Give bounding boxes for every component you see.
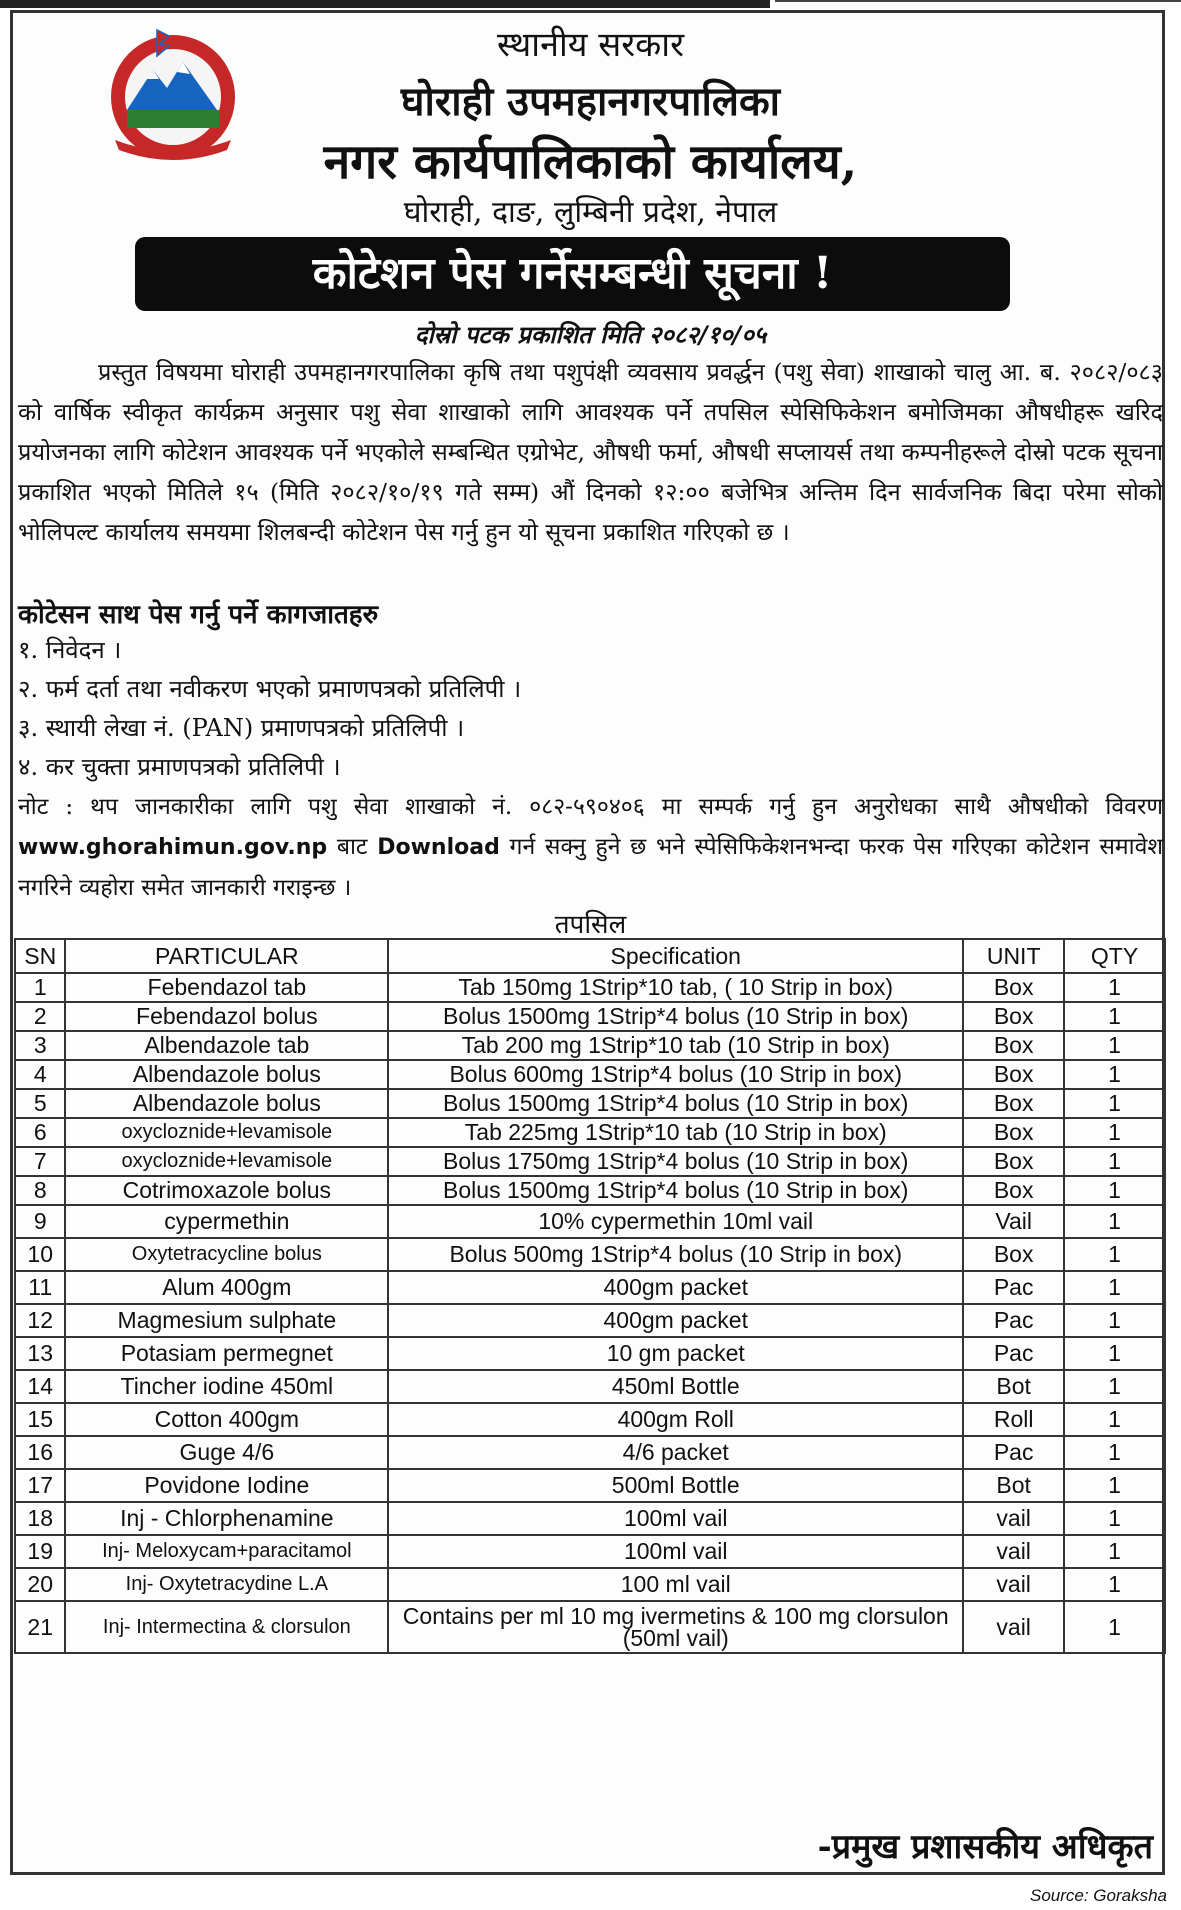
cell-particular: Povidone Iodine	[65, 1469, 388, 1502]
cell-sn: 18	[15, 1502, 65, 1535]
cell-particular: Potasiam permegnet	[65, 1337, 388, 1370]
requirement-item: ३. स्थायी लेखा नं. (PAN) प्रमाणपत्रको प्रतिलिपी ।	[18, 714, 465, 742]
cell-unit: Box	[963, 1176, 1064, 1205]
cell-specification: Tab 150mg 1Strip*10 tab, ( 10 Strip in box)	[388, 973, 963, 1002]
col-header-specification: Specification	[388, 939, 963, 973]
cell-particular: Tincher iodine 450ml	[65, 1370, 388, 1403]
cell-qty: 1	[1064, 1568, 1165, 1601]
top-rule-left	[0, 0, 770, 8]
cell-qty: 1	[1064, 1370, 1165, 1403]
cell-particular: oxycloznide+levamisole	[65, 1147, 388, 1176]
table-row	[15, 1060, 1165, 1089]
cell-specification: Bolus 1500mg 1Strip*4 bolus (10 Strip in box)	[388, 1089, 963, 1118]
items-table	[14, 938, 1166, 1654]
cell-unit: vail	[963, 1502, 1064, 1535]
cell-specification: 100 ml vail	[388, 1568, 963, 1601]
cell-qty: 1	[1064, 1502, 1165, 1535]
cell-unit: Box	[963, 1031, 1064, 1060]
cell-qty: 1	[1064, 1403, 1165, 1436]
table-row	[15, 1147, 1165, 1176]
cell-specification: Bolus 1500mg 1Strip*4 bolus (10 Strip in box)	[388, 1176, 963, 1205]
table-row	[15, 1031, 1165, 1060]
cell-unit: Pac	[963, 1436, 1064, 1469]
table-row	[15, 1568, 1165, 1601]
col-header-sn: SN	[15, 939, 65, 973]
col-header-qty: QTY	[1064, 939, 1165, 973]
cell-particular: Alum 400gm	[65, 1271, 388, 1304]
cell-unit: Bot	[963, 1370, 1064, 1403]
cell-unit: Pac	[963, 1271, 1064, 1304]
cell-sn: 13	[15, 1337, 65, 1370]
table-row	[15, 1238, 1165, 1271]
cell-specification: Bolus 600mg 1Strip*4 bolus (10 Strip in box)	[388, 1060, 963, 1089]
cell-qty: 1	[1064, 1089, 1165, 1118]
cell-sn: 19	[15, 1535, 65, 1568]
cell-particular: Guge 4/6	[65, 1436, 388, 1469]
cell-particular: Albendazole bolus	[65, 1089, 388, 1118]
header-line-2: घोराही उपमहानगरपालिका	[400, 78, 781, 125]
table-row	[15, 1601, 1165, 1653]
cell-unit: vail	[963, 1568, 1064, 1601]
table-row	[15, 1469, 1165, 1502]
cell-particular: oxycloznide+levamisole	[65, 1118, 388, 1147]
cell-unit: Roll	[963, 1403, 1064, 1436]
table-row	[15, 1271, 1165, 1304]
cell-sn: 16	[15, 1436, 65, 1469]
cell-unit: vail	[963, 1601, 1064, 1653]
header-office-title: नगर कार्यपालिकाको कार्यालय,	[323, 134, 858, 190]
cell-specification: 10 gm packet	[388, 1337, 963, 1370]
table-row	[15, 1089, 1165, 1118]
cell-sn: 6	[15, 1118, 65, 1147]
cell-specification: 100ml vail	[388, 1502, 963, 1535]
cell-specification: Bolus 1500mg 1Strip*4 bolus (10 Strip in box)	[388, 1002, 963, 1031]
cell-qty: 1	[1064, 1176, 1165, 1205]
cell-sn: 5	[15, 1089, 65, 1118]
table-row	[15, 1002, 1165, 1031]
table-title: तपसिल	[554, 910, 627, 940]
cell-particular: Febendazol tab	[65, 973, 388, 1002]
cell-sn: 17	[15, 1469, 65, 1502]
cell-sn: 8	[15, 1176, 65, 1205]
cell-particular: Albendazole bolus	[65, 1060, 388, 1089]
header-line-1: स्थानीय सरकार	[497, 25, 684, 65]
table-row	[15, 1502, 1165, 1535]
requirement-item: १. निवेदन ।	[18, 636, 122, 664]
cell-qty: 1	[1064, 1337, 1165, 1370]
cell-sn: 1	[15, 973, 65, 1002]
col-header-unit: UNIT	[963, 939, 1064, 973]
cell-specification: Tab 225mg 1Strip*10 tab (10 Strip in box)	[388, 1118, 963, 1147]
cell-qty: 1	[1064, 1535, 1165, 1568]
cell-qty: 1	[1064, 1238, 1165, 1271]
top-rule-right	[775, 0, 1181, 2]
note-text-1: नोट : थप जानकारीका लागि पशु सेवा शाखाको नं. ०८२-५९०४०६ मा सम्पर्क गर्नु हुन अनुरोधका साथै औषधीको विवरण	[18, 794, 1163, 820]
cell-specification: Bolus 1750mg 1Strip*4 bolus (10 Strip in box)	[388, 1147, 963, 1176]
cell-specification: 500ml Bottle	[388, 1469, 963, 1502]
body-paragraph	[18, 352, 1163, 552]
cell-qty: 1	[1064, 973, 1165, 1002]
cell-sn: 9	[15, 1205, 65, 1238]
cell-unit: Box	[963, 1238, 1064, 1271]
cell-qty: 1	[1064, 1271, 1165, 1304]
table-row	[15, 1176, 1165, 1205]
cell-specification: 400gm packet	[388, 1271, 963, 1304]
table-row	[15, 1118, 1165, 1147]
cell-particular: Febendazol bolus	[65, 1002, 388, 1031]
cell-particular: Inj - Chlorphenamine	[65, 1502, 388, 1535]
cell-particular: Albendazole tab	[65, 1031, 388, 1060]
cell-unit: Pac	[963, 1304, 1064, 1337]
body-paragraph-text: प्रस्तुत विषयमा घोराही उपमहानगरपालिका कृषि तथा पशुपंक्षी व्यवसाय प्रवर्द्धन (पशु सेवा) शाखाको चालु आ. ब. २०८२/०८३ को वार्षिक स्वीकृत कार्यक्रम अनुसार पशु सेवा शाखाको लागि आवश्यक पर्ने तपसिल स्पेसिफिकेशन बमोजिमका औषधीहरू खरिद प्रयोजनका लागि कोटेशन आवश्यक पर्ने भएकोले सम्बन्धित एग्रोभेट, औषधी फर्मा, औषधी सप्लायर्स तथा कम्पनीहरूले दोस्रो पटक सूचना प्रकाशित भएको मितिले १५ (मिति २०८२/१०/१९ गते सम्म) औं दिनको १२:०० बजेभित्र अन्तिम दिन सार्वजनिक बिदा परेमा सोको भोलिपल्ट कार्यालय समयमा शिलबन्दी कोटेशन पेस गर्नु हुन यो सूचना प्रकाशित गरिएको छ ।	[18, 358, 1163, 546]
publication-date: दोस्रो पटक प्रकाशित मिति २०८२/१०/०५	[414, 321, 767, 349]
signature-title: -प्रमुख प्रशासकीय अधिकृत	[817, 1827, 1153, 1867]
cell-unit: Box	[963, 1089, 1064, 1118]
cell-unit: vail	[963, 1535, 1064, 1568]
table-row	[15, 1205, 1165, 1238]
cell-unit: Vail	[963, 1205, 1064, 1238]
cell-sn: 4	[15, 1060, 65, 1089]
source-credit: Source: Goraksha	[1029, 1886, 1167, 1905]
cell-sn: 14	[15, 1370, 65, 1403]
cell-sn: 10	[15, 1238, 65, 1271]
table-row	[15, 1403, 1165, 1436]
cell-unit: Box	[963, 1147, 1064, 1176]
documents-heading: कोटेसन साथ पेस गर्नु पर्ने कागजातहरु	[18, 600, 379, 630]
cell-specification: 10% cypermethin 10ml vail	[388, 1205, 963, 1238]
cell-qty: 1	[1064, 1031, 1165, 1060]
cell-unit: Box	[963, 1002, 1064, 1031]
cell-particular: Inj- Intermectina & clorsulon	[65, 1601, 388, 1653]
cell-sn: 7	[15, 1147, 65, 1176]
cell-particular: cypermethin	[65, 1205, 388, 1238]
cell-qty: 1	[1064, 1147, 1165, 1176]
cell-particular: Inj- Meloxycam+paracitamol	[65, 1535, 388, 1568]
download-label: Download	[377, 835, 500, 860]
table-row	[15, 973, 1165, 1002]
cell-sn: 21	[15, 1601, 65, 1653]
cell-particular: Cotrimoxazole bolus	[65, 1176, 388, 1205]
cell-sn: 11	[15, 1271, 65, 1304]
cell-specification: 100ml vail	[388, 1535, 963, 1568]
note-text-3: गर्न सक्नु हुने छ भने स्पेसिफिकेशनभन्दा फरक पेस गरिएका कोटेशन समावेश नगरिने व्यहोरा समेत जानकारी गराइन्छ ।	[18, 834, 1164, 901]
table-header-row	[15, 939, 1165, 973]
requirement-item: २. फर्म दर्ता तथा नवीकरण भएको प्रमाणपत्रको प्रतिलिपी ।	[18, 675, 522, 703]
note-paragraph	[18, 787, 1163, 908]
cell-specification: Contains per ml 10 mg ivermetins & 100 mg clorsulon (50ml vail)	[388, 1601, 963, 1653]
cell-qty: 1	[1064, 1205, 1165, 1238]
cell-specification: 450ml Bottle	[388, 1370, 963, 1403]
cell-sn: 20	[15, 1568, 65, 1601]
cell-particular: Oxytetracycline bolus	[65, 1238, 388, 1271]
cell-qty: 1	[1064, 1118, 1165, 1147]
requirement-item: ४. कर चुक्ता प्रमाणपत्रको प्रतिलिपी ।	[18, 753, 341, 781]
cell-qty: 1	[1064, 1060, 1165, 1089]
cell-qty: 1	[1064, 1436, 1165, 1469]
table-row	[15, 1337, 1165, 1370]
cell-qty: 1	[1064, 1601, 1165, 1653]
cell-specification: 400gm Roll	[388, 1403, 963, 1436]
cell-sn: 3	[15, 1031, 65, 1060]
cell-unit: Box	[963, 973, 1064, 1002]
cell-sn: 12	[15, 1304, 65, 1337]
cell-sn: 2	[15, 1002, 65, 1031]
cell-qty: 1	[1064, 1002, 1165, 1031]
table-row	[15, 1370, 1165, 1403]
cell-particular: Magmesium sulphate	[65, 1304, 388, 1337]
col-header-particular: PARTICULAR	[65, 939, 388, 973]
header-address: घोराही, दाङ, लुम्बिनी प्रदेश, नेपाल	[403, 195, 778, 230]
cell-qty: 1	[1064, 1304, 1165, 1337]
note-text-2: बाट	[336, 834, 368, 860]
cell-specification: 400gm packet	[388, 1304, 963, 1337]
cell-particular: Cotton 400gm	[65, 1403, 388, 1436]
cell-unit: Pac	[963, 1337, 1064, 1370]
cell-specification: Bolus 500mg 1Strip*4 bolus (10 Strip in box)	[388, 1238, 963, 1271]
cell-unit: Box	[963, 1060, 1064, 1089]
cell-specification: Tab 200 mg 1Strip*10 tab (10 Strip in box)	[388, 1031, 963, 1060]
cell-particular: Inj- Oxytetracydine L.A	[65, 1568, 388, 1601]
table-row	[15, 1304, 1165, 1337]
cell-specification: 4/6 packet	[388, 1436, 963, 1469]
notice-banner-title: कोटेशन पेस गर्नेसम्बन्धी सूचना !	[135, 237, 1010, 311]
cell-sn: 15	[15, 1403, 65, 1436]
table-row	[15, 1436, 1165, 1469]
table-row	[15, 1535, 1165, 1568]
cell-unit: Box	[963, 1118, 1064, 1147]
cell-qty: 1	[1064, 1469, 1165, 1502]
website-link[interactable]: www.ghorahimun.gov.np	[18, 835, 328, 860]
cell-unit: Bot	[963, 1469, 1064, 1502]
